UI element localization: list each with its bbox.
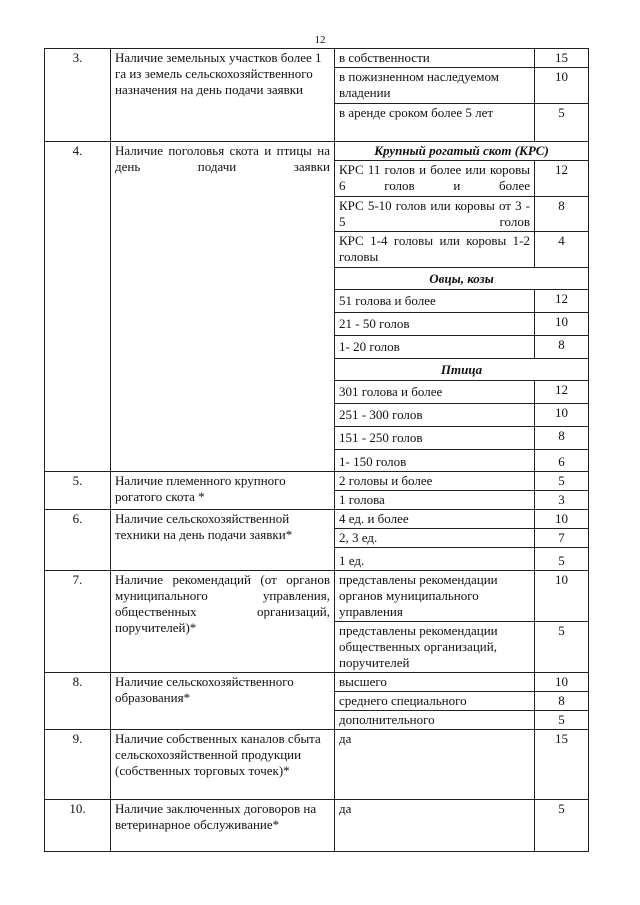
criterion-text: Наличие собственных каналов сбыта сельскохозяйственной продукции (собственных торговых точек)*	[111, 730, 335, 800]
option-label	[335, 161, 535, 197]
row-number: 5.	[45, 472, 111, 510]
option-label: 151 - 250 голов	[335, 427, 535, 450]
row-number: 3.	[45, 49, 111, 142]
option-label: 4 ед. и более	[335, 510, 535, 529]
table-row	[45, 800, 589, 852]
table-row	[45, 49, 589, 68]
option-points: 8	[535, 692, 589, 711]
option-label: 51 голова и более	[335, 290, 535, 313]
option-label: среднего специального	[335, 692, 535, 711]
option-points: 8	[535, 197, 589, 232]
option-points: 10	[535, 673, 589, 692]
option-points: 3	[535, 491, 589, 510]
option-label-text: КРС 1-4 головы или коровы 1-2 головы	[339, 233, 530, 264]
table-row	[45, 510, 589, 529]
option-label	[335, 197, 535, 232]
option-points: 8	[535, 427, 589, 450]
table-row	[45, 571, 589, 622]
option-label: высшего	[335, 673, 535, 692]
row-number: 8.	[45, 673, 111, 730]
row-number: 6.	[45, 510, 111, 571]
option-label: в пожизненном наследуемом владении	[335, 68, 535, 104]
option-points: 12	[535, 161, 589, 197]
option-label: 1- 150 голов	[335, 450, 535, 472]
option-label: дополнительного	[335, 711, 535, 730]
option-points: 10	[535, 68, 589, 104]
option-points: 5	[535, 472, 589, 491]
option-points: 7	[535, 529, 589, 548]
option-points: 5	[535, 622, 589, 673]
row-number: 7.	[45, 571, 111, 673]
option-label: 1 ед.	[335, 548, 535, 571]
criterion-text: Наличие заключенных договоров на ветеринарное обслуживание*	[111, 800, 335, 852]
criterion-label: Наличие рекомендаций (от органов муниципального управления, общественных организаций, поручителей)*	[115, 572, 330, 635]
option-label: 301 голова и более	[335, 381, 535, 404]
group-title: Крупный рогатый скот (КРС)	[335, 142, 589, 161]
option-points: 6	[535, 450, 589, 472]
criterion-text	[111, 142, 335, 472]
option-label: в собственности	[335, 49, 535, 68]
option-label-text: КРС 11 голов и более или коровы 6 голов и более	[339, 162, 530, 193]
option-points: 10	[535, 404, 589, 427]
row-number: 10.	[45, 800, 111, 852]
option-points: 15	[535, 49, 589, 68]
option-label-text: КРС 5-10 голов или коровы от 3 - 5 голов	[339, 198, 530, 229]
option-label: 2, 3 ед.	[335, 529, 535, 548]
option-label: 21 - 50 голов	[335, 313, 535, 336]
table-row	[45, 730, 589, 800]
table-row	[45, 472, 589, 491]
group-title: Птица	[335, 359, 589, 381]
option-points: 5	[535, 548, 589, 571]
option-label: 251 - 300 голов	[335, 404, 535, 427]
option-label: представлены рекомендации органов муниципального управления	[335, 571, 535, 622]
criterion-text: Наличие сельскохозяйственного образования*	[111, 673, 335, 730]
criterion-text: Наличие племенного крупного рогатого скота *	[111, 472, 335, 510]
option-points: 5	[535, 711, 589, 730]
table-row	[45, 142, 589, 161]
criterion-text: Наличие земельных участков более 1 га из земель сельскохозяйственного назначения на день подачи заявки	[111, 49, 335, 142]
option-points: 8	[535, 336, 589, 359]
page-number: 12	[314, 34, 326, 46]
option-label: представлены рекомендации общественных организаций, поручителей	[335, 622, 535, 673]
option-label: 2 головы и более	[335, 472, 535, 491]
option-label: 1- 20 голов	[335, 336, 535, 359]
option-points: 5	[535, 104, 589, 142]
table-row	[45, 673, 589, 692]
option-points: 10	[535, 313, 589, 336]
option-label: в аренде сроком более 5 лет	[335, 104, 535, 142]
criterion-label: Наличие поголовья скота и птицы на день подачи заявки	[115, 143, 330, 174]
option-label: да	[335, 800, 535, 852]
option-points: 4	[535, 232, 589, 268]
row-number: 9.	[45, 730, 111, 800]
option-label	[335, 232, 535, 268]
option-points: 10	[535, 510, 589, 529]
option-label: да	[335, 730, 535, 800]
group-title: Овцы, козы	[335, 268, 589, 290]
criterion-text	[111, 571, 335, 673]
criterion-text: Наличие сельскохозяйственной техники на день подачи заявки*	[111, 510, 335, 571]
option-points: 12	[535, 381, 589, 404]
row-number: 4.	[45, 142, 111, 472]
option-points: 10	[535, 571, 589, 622]
option-points: 12	[535, 290, 589, 313]
option-points: 5	[535, 800, 589, 852]
criteria-table	[44, 48, 589, 852]
option-points: 15	[535, 730, 589, 800]
option-label: 1 голова	[335, 491, 535, 510]
